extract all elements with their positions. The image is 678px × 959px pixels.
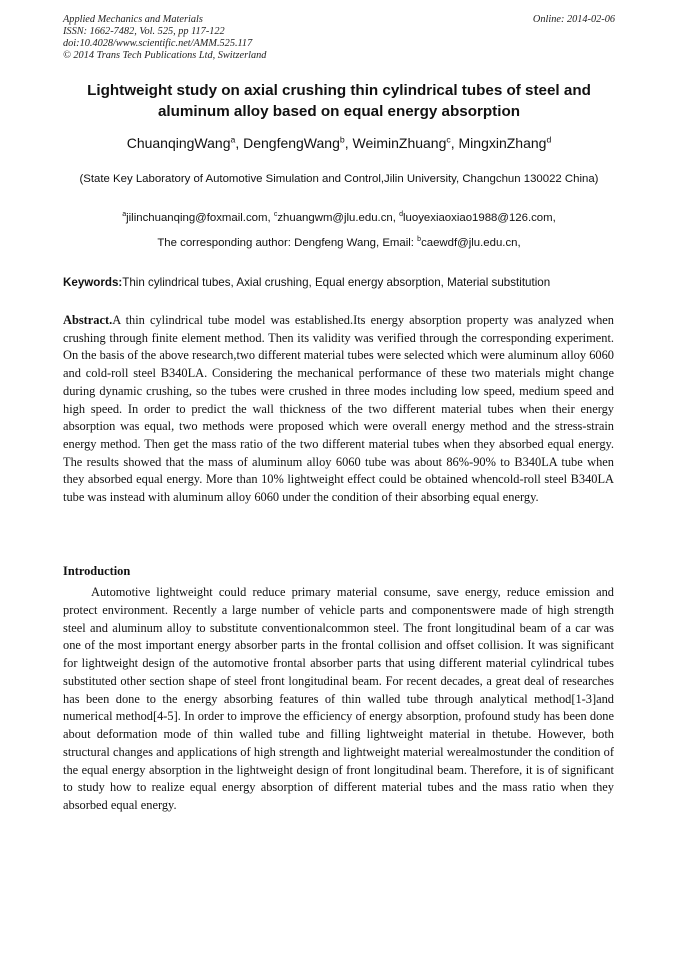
email-c: zhuangwm@jlu.edu.cn, <box>277 212 400 224</box>
abstract <box>63 312 614 507</box>
author-name: WeiminZhuang <box>352 135 447 151</box>
doi-line: doi:10.4028/www.scientific.net/AMM.525.117 <box>63 38 253 49</box>
journal-header <box>63 14 615 62</box>
author-mark: a <box>230 134 236 145</box>
introduction-paragraph: Automotive lightweight could reduce primary material consume, save energy, reduce emission and protect environment. Recently a large number of vehicle parts and componentswere made of high strength steel and aluminum alloy to substitute conventionalcommon steel. The front longitudinal beam of a car was one of the most important energy absorber parts in the frontal collision and offset collision. It was significant for lightweight design of the automotive frontal absorber parts that using different material cylindrical tubes substituted other section shape of steel front longitudinal beam. For recent decades, a great deal of researches has been done to the energy absorbing features of thin walled tube through analytical method[1-3]and numerical method[4-5]. In order to improve the efficiency of energy absorption, profound study has been done about deformation mode of thin walled tube and filling lightweight material in thetube. However, both structural changes and applications of high strength and lightweight material werealmostunder the condition of the equal energy absorption in the lightweight design of front longitudinal beam. Therefore, it is of significant to study how to realize equal energy absorption of different material tubes and the mass ratio when they absorbed equal energy. <box>63 585 614 812</box>
corresponding-mark: b <box>417 236 422 244</box>
paper-title: Lightweight study on axial crushing thin cylindrical tubes of steel and aluminum alloy based on equal energy absorption <box>87 82 591 120</box>
author-mark: b <box>339 134 345 145</box>
keywords-label: Keywords: <box>63 276 123 289</box>
author-name: MingxinZhang <box>458 135 547 151</box>
copyright-line: © 2014 Trans Tech Publications Ltd, Switzerland <box>63 50 267 61</box>
online-date: Online: 2014-02-06 <box>532 14 615 25</box>
author-separator: , <box>344 135 353 151</box>
corresponding-email: caewdf@jlu.edu.cn, <box>421 237 521 249</box>
email-a: jilinchuanqing@foxmail.com, <box>126 212 274 224</box>
email-mark: a <box>122 211 127 219</box>
author-mark: c <box>446 134 451 145</box>
introduction-heading: Introduction <box>63 564 131 578</box>
abstract-text: A thin cylindrical tube model was established.Its energy absorption property was analyzed when crushing through finite element method. Then its validity was verified through the corresponding experiment. On the basis of the above research,two different material tubes were selected which were aluminum alloy 6060 and cold-roll steel B340LA. Considering the mechanical performance of these two materials might change during dynamic crushing, so the tubes were crushed in three modes including low speed, medium speed and high speed. In order to predict the wall thickness of the two different material tubes when their energy absorption was equal, two methods were proposed which were overall energy method and the stress-strain energy method. Then get the mass ratio of the two different material tubes when they absorbed equal energy. The results showed that the mass of aluminum alloy 6060 tube was about 86%-90% to B340LA tube when they absorbed equal energy. More than 10% lightweight effect could be obtained whencold-roll steel B340LA tube was instead with aluminum alloy 6060 under the condition of their absorbing equal energy. <box>63 313 614 505</box>
corresponding-text: The corresponding author: Dengfeng Wang, Email: <box>157 237 418 249</box>
issn-line: ISSN: 1662-7482, Vol. 525, pp 117-122 <box>63 26 225 37</box>
corresponding-author <box>40 235 638 251</box>
keywords <box>63 275 623 291</box>
abstract-label: Abstract. <box>63 313 113 327</box>
author-emails <box>40 210 638 226</box>
email-mark: c <box>273 211 278 219</box>
author-list <box>40 133 638 153</box>
email-mark: d <box>399 211 404 219</box>
keywords-text: Thin cylindrical tubes, Axial crushing, Equal energy absorption, Material substitution <box>122 276 551 289</box>
journal-name: Applied Mechanics and Materials <box>63 14 203 25</box>
author-separator: , <box>235 135 244 151</box>
author-separator: , <box>450 135 459 151</box>
author-mark: d <box>546 134 552 145</box>
affiliation: (State Key Laboratory of Automotive Simulation and Control,Jilin University, Changchun 130022 China) <box>79 173 599 185</box>
author-name: DengfengWang <box>243 135 340 151</box>
author-name: ChuanqingWang <box>126 135 231 151</box>
email-d: luoyexiaoxiao1988@126.com, <box>403 212 556 224</box>
